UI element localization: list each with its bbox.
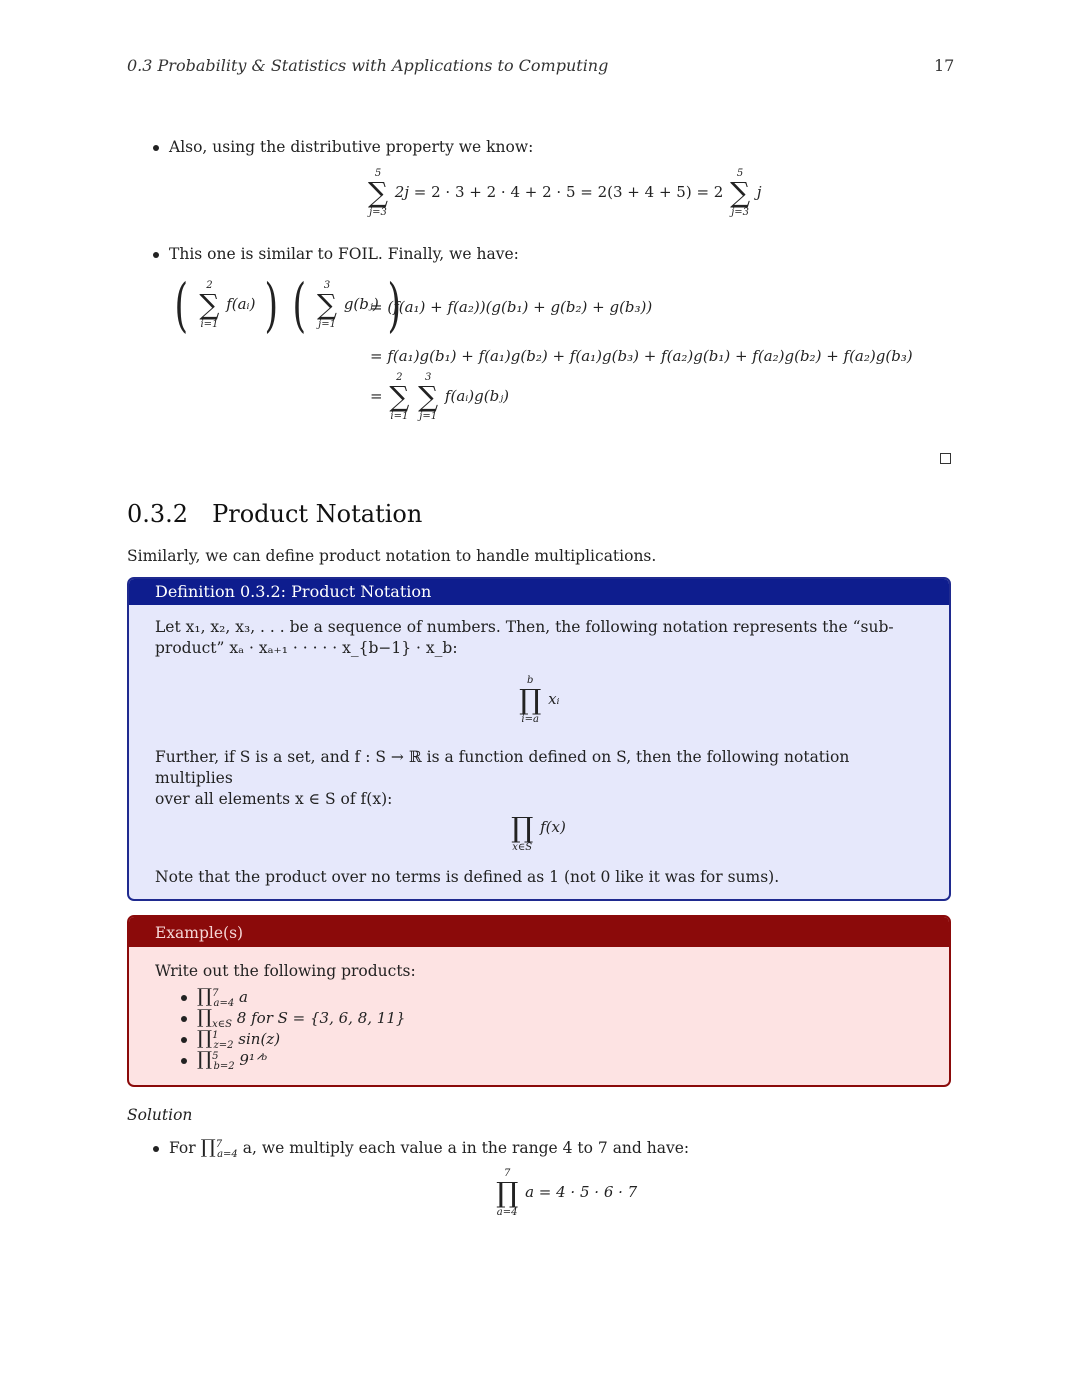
product-formula-1: b ∏ i=a xᵢ xyxy=(519,675,560,725)
example-box xyxy=(127,915,951,1087)
qed-square-icon xyxy=(940,453,951,464)
equation-foil-lhs: ( 2 ∑ i=1 f(aᵢ) ) ( 3 ∑ j=1 g(bⱼ) ) xyxy=(174,271,402,339)
definition-box xyxy=(127,577,951,901)
definition-note: Note that the product over no terms is defined as 1 (not 0 like it was for sums). xyxy=(155,868,780,886)
definition-paragraph-1: Let x₁, x₂, x₃, . . . be a sequence of numbers. Then, the following notation represents the “sub- product” xₐ · xₐ₊₁ · · · · · x_{b−1} · x_b: xyxy=(155,618,894,657)
equation-foil-line3: = 2 ∑ i=1 3 ∑ j=1 f(aᵢ)g(bⱼ) xyxy=(370,372,510,422)
example-item: ∏$^5_{b=2}$ 9¹ᐟᵇ xyxy=(181,1048,267,1072)
equation-distributive: 5 ∑ j=3 2j = 2 · 3 + 2 · 4 + 2 · 5 = 2(3 + 4 + 5) = 2 5 ∑ j=3 j xyxy=(368,168,762,218)
definition-title: Definition 0.3.2: Product Notation xyxy=(129,579,949,605)
running-title: 0.3 Probability & Statistics with Applications to Computing xyxy=(127,56,609,75)
solution-product: 7 ∏ a=4 a = 4 · 5 · 6 · 7 xyxy=(496,1168,638,1218)
example-item: ∏$^7_{a=4}$ a xyxy=(181,985,248,1009)
product-formula-2: ∏ x∈S f(x) xyxy=(511,811,566,853)
equation-foil-line1: = (f(a₁) + f(a₂))(g(b₁) + g(b₂) + g(b₃)) xyxy=(370,298,653,316)
page-number: 17 xyxy=(934,56,955,75)
solution-label: Solution xyxy=(127,1106,193,1124)
example-prompt: Write out the following products: xyxy=(155,962,416,980)
definition-paragraph-2: Further, if S is a set, and f : S → ℝ is a function defined on S, then the following notation multiplies over all elements x ∈ S of f(x): xyxy=(155,748,850,808)
example-title: Example(s) xyxy=(129,917,949,947)
equation-foil-line2: = f(a₁)g(b₁) + f(a₁)g(b₂) + f(a₁)g(b₃) + f(a₂)g(b₁) + f(a₂)g(b₂) + f(a₂)g(b₃) xyxy=(370,347,913,365)
example-item: $\prod_{x\in S}$ 8 for S = {3, 6, 8, 11} xyxy=(181,1006,405,1030)
bullet-foil: This one is similar to FOIL. Finally, we have: xyxy=(153,245,519,263)
section-intro: Similarly, we can define product notation to handle multiplications. xyxy=(127,547,657,565)
solution-bullet: For ∏$^7_{a=4}$ a, we multiply each value a in the range 4 to 7 and have: xyxy=(153,1136,689,1160)
example-item: ∏$^1_{z=2}$ sin(z) xyxy=(181,1027,280,1051)
section-heading: 0.3.2 Product Notation xyxy=(127,500,423,528)
bullet-distributive: Also, using the distributive property we know: xyxy=(153,138,533,156)
